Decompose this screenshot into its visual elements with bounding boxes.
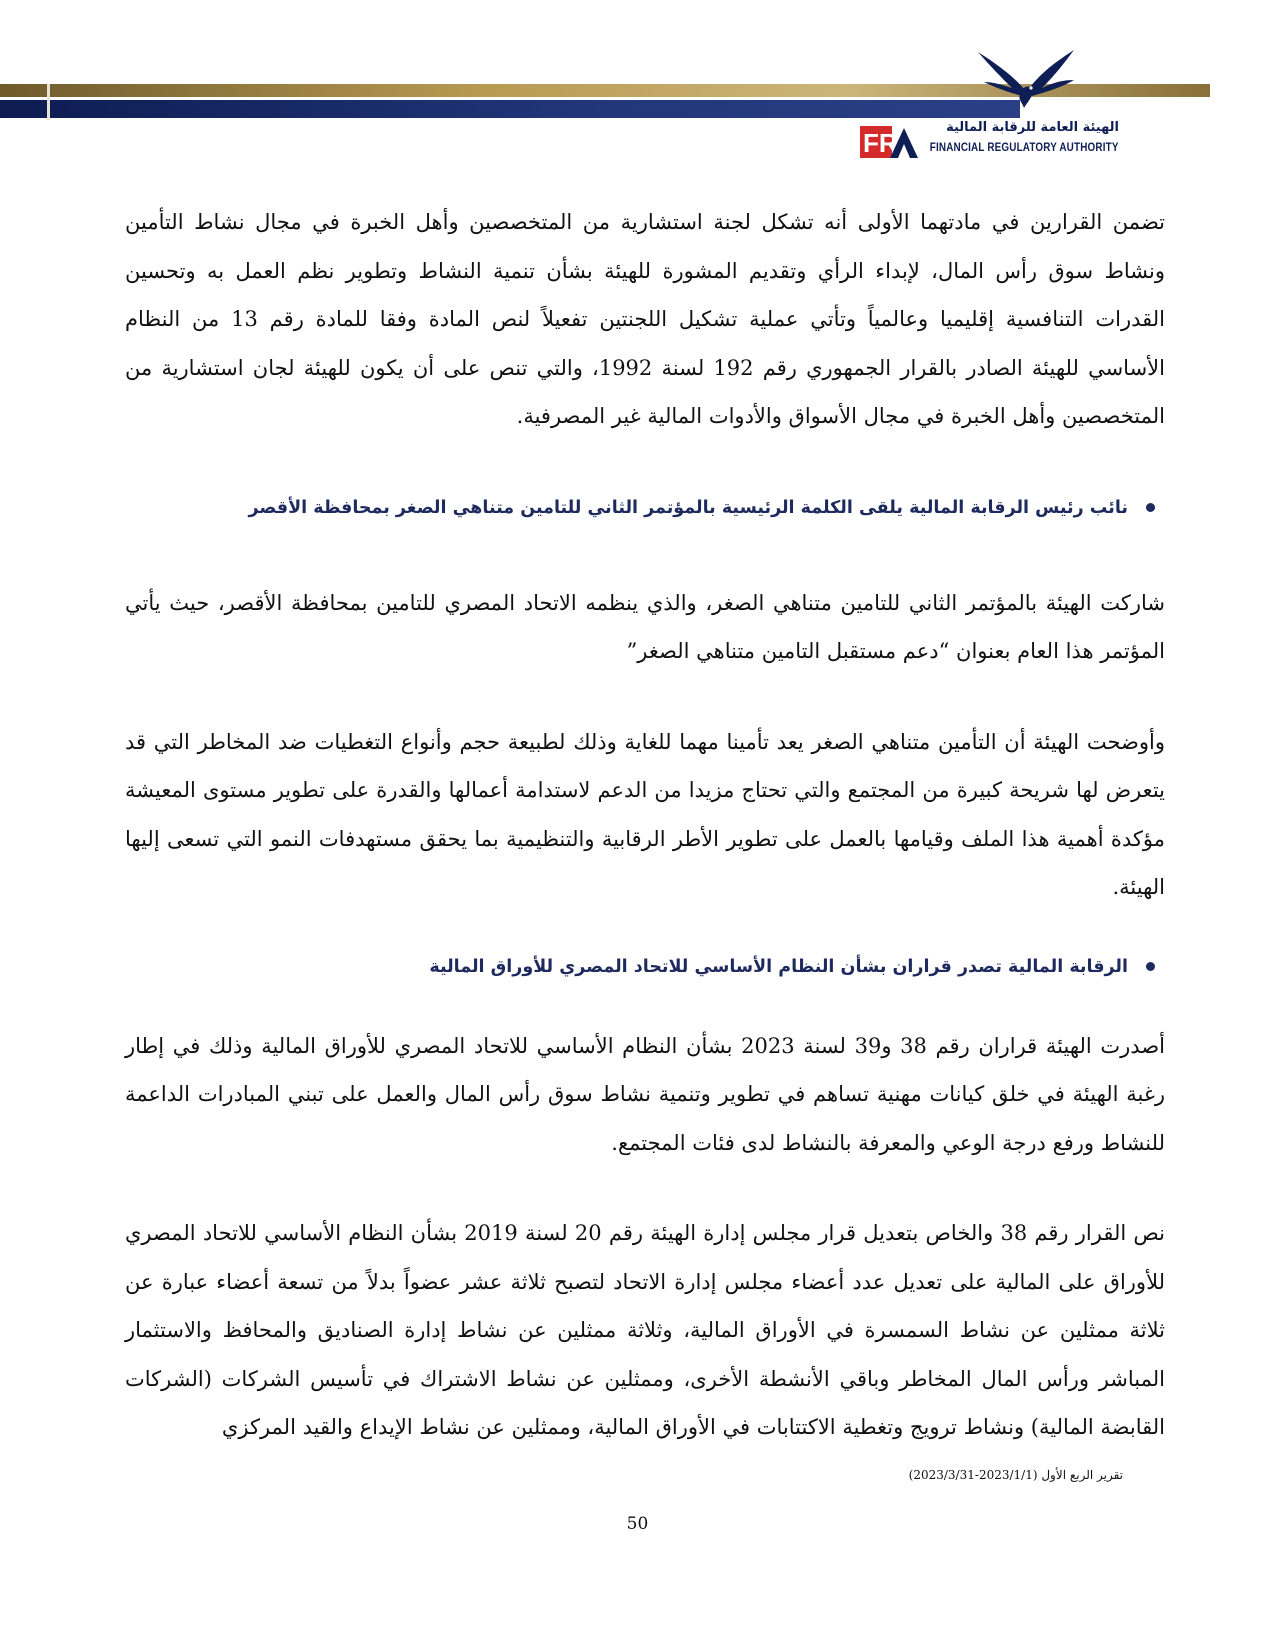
bullet-icon (1146, 962, 1155, 971)
section-heading (125, 493, 1165, 523)
section-heading-text: الرقابة المالية تصدر قراران بشأن النظام الأساسي للاتحاد المصري للأوراق المالية (429, 956, 1128, 977)
svg-text:FR: FR (863, 128, 898, 158)
paragraph: وأوضحت الهيئة أن التأمين متناهي الصغر يعد تأمينا مهما للغاية وذلك لطبيعة حجم وأنواع التغطيات ضد المخاطر التي قد يتعرض لها شريحة كبيرة من المجتمع والتي تحتاج مزيدا من الدعم لاستدامة أعمالها والقدرة على تطوير مستوى المعيشة مؤكدة أهمية هذا الملف وقيامها بالعمل على تطوير الأطر الرقابية والتنظيمية بما يحقق مستهدفات النمو التي تسعى إليها الهيئة. (125, 729, 1165, 899)
bullet-icon (1146, 503, 1155, 512)
paragraph: تضمن القرارين في مادتهما الأولى أنه تشكل لجنة استشارية من المتخصصين وأهل الخبرة في مجال نشاط التأمين ونشاط سوق رأس المال، لإبداء الرأي وتقديم المشورة للهيئة بشأن تنمية النشاط وتطوير نظم العمل به وتحسين القدرات التنافسية إقليميا وعالمياً وتأتي عملية تشكيل اللجنتين تفعيلاً لنص المادة وفقا للمادة رقم 13 من النظام الأساسي للهيئة الصادر بالقرار الجمهوري رقم 192 لسنة 1992، والتي تنص على أن يكون للهيئة لجان استشارية من المتخصصين وأهل الخبرة في مجال الأسواق والأدوات المالية غير المصرفية. (125, 210, 1165, 428)
section-heading-text: نائب رئيس الرقابة المالية يلقى الكلمة الرئيسية بالمؤتمر الثاني للتامين متناهي الصغر بمحافظة الأقصر (248, 497, 1128, 518)
fra-logo (860, 48, 1125, 163)
paragraph: نص القرار رقم 38 والخاص بتعديل قرار مجلس إدارة الهيئة رقم 20 لسنة 2019 بشأن النظام الأساسي للاتحاد المصري للأوراق على المالية على تعديل عدد أعضاء مجلس إدارة الاتحاد لتصبح ثلاثة عشر عضواً بدلاً من تسعة أعضاء عبارة عن ثلاثة ممثلين عن نشاط السمسرة في الأوراق المالية، وثلاثة ممثلين عن نشاط إدارة الصناديق والمحافظ والاستثمار المباشر ورأس المال المخاطر وباقي الأنشطة الأخرى، وممثلين عن نشاط الاشتراك في تأسيس الشركات (الشركات القابضة المالية) ونشاط ترويج وتغطية الاكتتابات في الأوراق المالية، وممثلين عن نشاط الإيداع والقيد المركزي (125, 1221, 1165, 1439)
paragraph: أصدرت الهيئة قراران رقم 38 و39 لسنة 2023 بشأن النظام الأساسي للاتحاد المصري للأوراق المالية وذلك في إطار رغبة الهيئة في خلق كيانات مهنية تساهم في تطوير وتنمية نشاط سوق رأس المال والعمل على تبني المبادرات الداعمة للنشاط ورفع درجة الوعي والمعرفة بالنشاط لدى فئات المجتمع. (125, 1033, 1165, 1155)
document-body (125, 198, 1165, 1452)
logo-english-name: FINANCIAL REGULATORY AUTHORITY (930, 142, 1119, 154)
report-period-note: تقرير الربع الأول (2023/1/1-2023/3/31) (908, 1468, 1123, 1482)
eagle-icon (970, 48, 1080, 108)
header-band-divider (47, 84, 50, 120)
section-heading (125, 952, 1165, 982)
logo-arabic-name: الهيئة العامة للرقابة المالية (946, 120, 1119, 135)
page-number: 50 (626, 1514, 649, 1534)
fra-mark-icon (860, 122, 920, 162)
paragraph: شاركت الهيئة بالمؤتمر الثاني للتامين متناهي الصغر، والذي ينظمه الاتحاد المصري للتامين بمحافظة الأقصر، حيث يأتي المؤتمر هذا العام بعنوان “دعم مستقبل التامين متناهي الصغر” (125, 590, 1165, 663)
